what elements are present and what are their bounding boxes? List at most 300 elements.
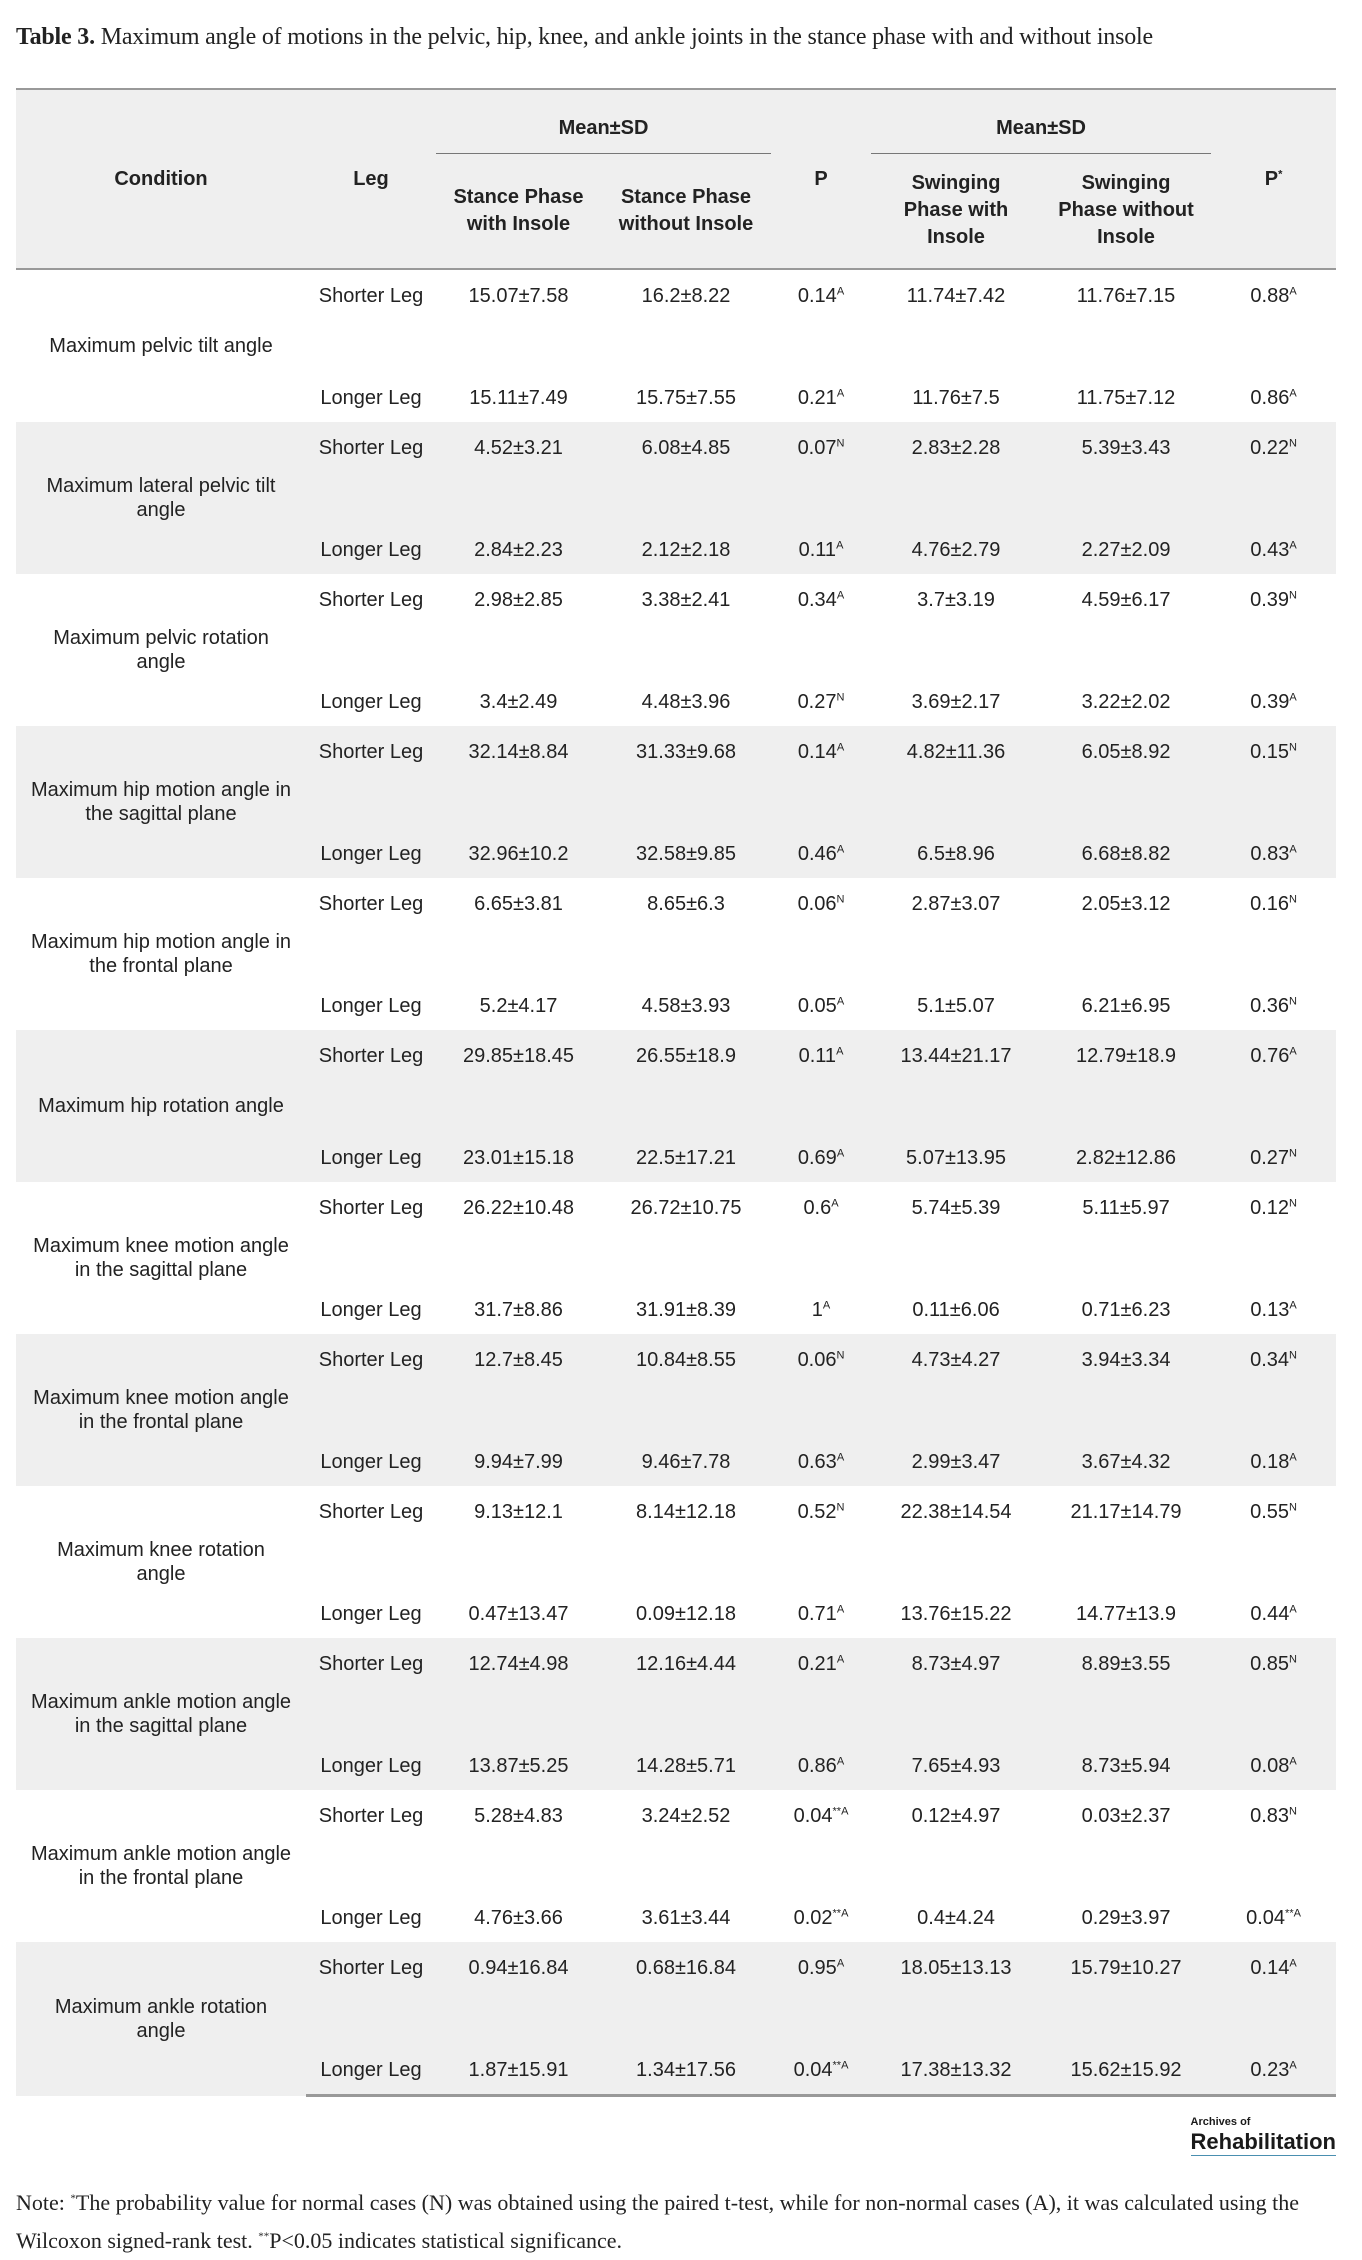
- swing-without-cell: [1041, 955, 1211, 1030]
- swing-with-cell-value: 0.11±6.06: [912, 1299, 1000, 1321]
- swing-without-cell-value: 8.73±5.94: [1081, 1755, 1171, 1777]
- p-cell-sup: N: [836, 437, 845, 450]
- stance-with-cell-value: 4.76±3.66: [474, 1907, 563, 1929]
- note-text2: P<0.05 indicates statistical significance.: [269, 2228, 622, 2253]
- swing-with-cell: [871, 1942, 1041, 2019]
- leg-cell-value: Shorter Leg: [318, 1501, 424, 1523]
- p-cell-sup: **A: [832, 1805, 849, 1818]
- p-cell: [771, 955, 871, 1030]
- header-p-star-label: P: [1264, 167, 1279, 190]
- swing-without-cell-value: 3.94±3.34: [1081, 1349, 1171, 1371]
- p-star-cell: [1211, 1790, 1336, 1867]
- stance-without-cell-value: 22.5±17.21: [636, 1147, 736, 1169]
- p-cell-value: 0.21: [797, 1653, 837, 1675]
- stance-with-cell-value: 23.01±15.18: [462, 1147, 575, 1169]
- stance-with-cell: [436, 1790, 601, 1867]
- condition-cell: [16, 1182, 306, 1334]
- p-star-cell: [1211, 1411, 1336, 1486]
- stance-without-cell: [601, 1867, 771, 1942]
- swing-without-cell-value: 2.82±12.86: [1076, 1147, 1176, 1169]
- p-star-cell-value: 0.44: [1250, 1603, 1290, 1625]
- p-cell-sup: A: [836, 995, 845, 1008]
- stance-without-cell-value: 6.08±4.85: [641, 437, 731, 459]
- p-star-cell-value: 0.13: [1250, 1299, 1290, 1321]
- leg-cell: [306, 1563, 436, 1638]
- header-leg: Leg: [306, 89, 436, 269]
- swing-with-cell: [871, 422, 1041, 499]
- stance-with-cell-value: 15.07±7.58: [468, 285, 569, 307]
- note-text1: The probability value for normal cases (N) was obtained using the paired t-test, while for non-normal cases (A), it was calculated using the Wilcoxon signed-rank test.: [16, 2190, 1299, 2253]
- stance-without-cell-value: 9.46±7.78: [641, 1451, 731, 1473]
- swing-without-cell: [1041, 651, 1211, 726]
- header-mean-sd-stance: Mean±SD: [436, 89, 771, 153]
- leg-cell: [306, 499, 436, 574]
- p-star-cell-value: 0.08: [1250, 1755, 1290, 1777]
- condition-cell: [16, 574, 306, 726]
- swing-without-cell: [1041, 1334, 1211, 1411]
- p-star-cell-value: 0.22: [1250, 437, 1290, 459]
- p-cell-value: 0.04: [793, 1805, 833, 1827]
- stance-with-cell: [436, 726, 601, 803]
- swing-with-cell: [871, 1867, 1041, 1942]
- stance-with-cell-value: 6.65±3.81: [474, 893, 563, 915]
- stance-with-cell: [436, 1715, 601, 1790]
- stance-with-cell: [436, 269, 601, 347]
- p-star-cell-sup: A: [1289, 1755, 1297, 1768]
- stance-with-cell-value: 13.87±5.25: [468, 1755, 569, 1777]
- logo-small-text: Archives of: [1190, 2116, 1251, 2128]
- swing-with-cell-value: 5.1±5.07: [917, 995, 995, 1017]
- p-cell-value: 1: [811, 1299, 823, 1321]
- swing-without-cell-value: 0.29±3.97: [1081, 1907, 1171, 1929]
- stance-without-cell-value: 1.34±17.56: [636, 2059, 736, 2081]
- stance-without-cell: [601, 1790, 771, 1867]
- p-star-cell: [1211, 422, 1336, 499]
- p-star-cell-value: 0.34: [1250, 1349, 1290, 1371]
- p-star-cell-value: 0.16: [1250, 893, 1290, 915]
- leg-cell-value: Longer Leg: [320, 691, 422, 713]
- p-star-cell-sup: N: [1289, 1349, 1297, 1362]
- stance-with-cell-value: 31.7±8.86: [474, 1299, 563, 1321]
- p-star-cell-sup: A: [1289, 1299, 1297, 1312]
- leg-cell-value: Longer Leg: [320, 843, 422, 865]
- p-star-cell-sup: A: [1289, 1957, 1297, 1970]
- condition-cell-value: Maximum knee motion angle in the frontal plane: [33, 1387, 289, 1433]
- p-star-cell-sup: A: [1289, 387, 1297, 400]
- swing-without-cell-value: 8.89±3.55: [1081, 1653, 1171, 1675]
- table-note: [16, 2184, 1336, 2260]
- p-star-cell: [1211, 1638, 1336, 1715]
- table-row: [16, 1486, 1336, 1563]
- p-star-cell-value: 0.39: [1250, 589, 1290, 611]
- swing-with-cell: [871, 269, 1041, 347]
- stance-without-cell: [601, 1942, 771, 2019]
- p-cell-sup: N: [836, 893, 845, 906]
- p-cell-sup: A: [836, 1653, 845, 1666]
- p-cell-sup: A: [836, 539, 844, 552]
- leg-cell: [306, 1030, 436, 1107]
- swing-with-cell-value: 17.38±13.32: [900, 2059, 1012, 2081]
- p-cell-sup: A: [836, 1755, 845, 1768]
- stance-with-cell-value: 3.4±2.49: [479, 691, 558, 713]
- stance-without-cell-value: 3.24±2.52: [641, 1805, 731, 1827]
- swing-with-cell-value: 8.73±4.97: [911, 1653, 1001, 1675]
- note-sup1: *: [70, 2192, 76, 2205]
- p-cell-sup: A: [836, 285, 845, 298]
- stance-without-cell-value: 3.38±2.41: [641, 589, 731, 611]
- leg-cell: [306, 1182, 436, 1259]
- p-star-cell-value: 0.39: [1250, 691, 1290, 713]
- stance-without-cell: [601, 1715, 771, 1790]
- header-p: P: [771, 89, 871, 269]
- leg-cell-value: Longer Leg: [320, 1907, 422, 1929]
- p-cell: [771, 1486, 871, 1563]
- p-star-cell-sup: A: [1289, 2059, 1297, 2072]
- p-star-cell-value: 0.55: [1250, 1501, 1290, 1523]
- header-condition: Condition: [16, 89, 306, 269]
- stance-with-cell: [436, 1411, 601, 1486]
- stance-with-cell: [436, 803, 601, 878]
- stance-with-cell: [436, 2019, 601, 2096]
- p-star-cell: [1211, 878, 1336, 955]
- p-cell-value: 0.11: [798, 1045, 837, 1067]
- stance-with-cell-value: 1.87±15.91: [468, 2059, 569, 2081]
- note-prefix: Note:: [16, 2190, 71, 2215]
- p-star-cell: [1211, 574, 1336, 651]
- p-star-cell-value: 0.88: [1250, 285, 1290, 307]
- p-cell: [771, 651, 871, 726]
- condition-cell-value: Maximum lateral pelvic tilt angle: [46, 475, 276, 521]
- stance-with-cell: [436, 1030, 601, 1107]
- stance-with-cell: [436, 878, 601, 955]
- p-cell-sup: A: [836, 1603, 845, 1616]
- condition-cell-value: Maximum hip motion angle in the frontal plane: [30, 931, 292, 977]
- swing-with-cell-value: 5.07±13.95: [906, 1147, 1006, 1169]
- p-cell: [771, 1107, 871, 1182]
- stance-without-cell: [601, 1182, 771, 1259]
- swing-without-cell-value: 15.62±15.92: [1070, 2059, 1182, 2081]
- swing-without-cell: [1041, 1790, 1211, 1867]
- leg-cell: [306, 1942, 436, 2019]
- swing-without-cell: [1041, 1107, 1211, 1182]
- swing-with-cell: [871, 1563, 1041, 1638]
- stance-without-cell-value: 26.72±10.75: [630, 1197, 742, 1219]
- p-star-cell-value: 0.12: [1250, 1197, 1290, 1219]
- swing-with-cell-value: 4.82±11.36: [906, 741, 1006, 763]
- swing-without-cell: [1041, 1259, 1211, 1334]
- stance-without-cell: [601, 1486, 771, 1563]
- header-stance-without: Stance Phase without Insole: [601, 153, 771, 269]
- swing-with-cell-value: 2.83±2.28: [911, 437, 1001, 459]
- swing-with-cell: [871, 955, 1041, 1030]
- swing-with-cell: [871, 499, 1041, 574]
- swing-with-cell-value: 0.12±4.97: [911, 1805, 1001, 1827]
- leg-cell: [306, 1867, 436, 1942]
- p-star-cell-value: 0.36: [1250, 995, 1290, 1017]
- condition-cell: [16, 1334, 306, 1486]
- p-star-cell-sup: A: [1289, 843, 1297, 856]
- stance-without-cell-value: 4.58±3.93: [641, 995, 731, 1017]
- p-star-cell: [1211, 1867, 1336, 1942]
- stance-without-cell: [601, 422, 771, 499]
- stance-without-cell-value: 15.75±7.55: [636, 387, 736, 409]
- journal-logo: [1191, 2115, 1336, 2156]
- p-star-cell: [1211, 1334, 1336, 1411]
- swing-without-cell-value: 3.67±4.32: [1081, 1451, 1171, 1473]
- stance-without-cell: [601, 726, 771, 803]
- leg-cell-value: Longer Leg: [320, 1299, 422, 1321]
- leg-cell: [306, 1790, 436, 1867]
- p-cell-value: 0.95: [797, 1957, 837, 1979]
- stance-with-cell: [436, 574, 601, 651]
- p-cell-value: 0.46: [797, 843, 837, 865]
- note-sup2: **: [258, 2230, 270, 2243]
- stance-with-cell-value: 12.7±8.45: [474, 1349, 563, 1371]
- stance-without-cell-value: 3.61±3.44: [641, 1907, 731, 1929]
- stance-without-cell: [601, 2019, 771, 2096]
- leg-cell-value: Shorter Leg: [318, 589, 424, 611]
- p-star-cell-sup: N: [1289, 893, 1297, 906]
- table-label: Table 3.: [16, 24, 95, 50]
- p-cell-sup: A: [836, 589, 845, 602]
- stance-with-cell-value: 32.96±10.2: [468, 843, 569, 865]
- leg-cell: [306, 1715, 436, 1790]
- p-star-cell-value: 0.18: [1250, 1451, 1290, 1473]
- table-body: [16, 269, 1336, 2096]
- swing-with-cell: [871, 1790, 1041, 1867]
- stance-with-cell: [436, 1182, 601, 1259]
- stance-without-cell: [601, 574, 771, 651]
- leg-cell-value: Shorter Leg: [318, 1957, 424, 1979]
- leg-cell: [306, 955, 436, 1030]
- p-star-cell: [1211, 269, 1336, 347]
- p-cell-value: 0.04: [793, 2059, 833, 2081]
- stance-with-cell: [436, 1638, 601, 1715]
- p-cell: [771, 347, 871, 422]
- p-cell-value: 0.71: [797, 1603, 837, 1625]
- p-star-cell-sup: N: [1289, 1805, 1297, 1818]
- stance-without-cell: [601, 1334, 771, 1411]
- p-cell: [771, 1867, 871, 1942]
- p-cell-value: 0.07: [797, 437, 837, 459]
- stance-with-cell: [436, 955, 601, 1030]
- table-row: [16, 1942, 1336, 2019]
- stance-with-cell-value: 5.28±4.83: [474, 1805, 563, 1827]
- leg-cell: [306, 803, 436, 878]
- leg-cell: [306, 1259, 436, 1334]
- swing-with-cell-value: 4.73±4.27: [911, 1349, 1001, 1371]
- logo-area: [16, 2115, 1346, 2156]
- p-star-cell-value: 0.04: [1246, 1907, 1286, 1929]
- stance-with-cell: [436, 651, 601, 726]
- swing-with-cell-value: 6.5±8.96: [917, 843, 995, 865]
- p-star-cell-sup: **A: [1285, 1907, 1301, 1920]
- swing-with-cell: [871, 651, 1041, 726]
- swing-without-cell: [1041, 574, 1211, 651]
- swing-without-cell-value: 0.71±6.23: [1081, 1299, 1171, 1321]
- stance-with-cell-value: 26.22±10.48: [462, 1197, 575, 1219]
- p-cell: [771, 499, 871, 574]
- swing-without-cell: [1041, 1867, 1211, 1942]
- p-cell-value: 0.69: [797, 1147, 837, 1169]
- swing-without-cell-value: 21.17±14.79: [1070, 1501, 1182, 1523]
- p-cell-sup: A: [822, 1299, 831, 1312]
- stance-with-cell: [436, 422, 601, 499]
- p-cell: [771, 269, 871, 347]
- stance-without-cell: [601, 1107, 771, 1182]
- leg-cell-value: Shorter Leg: [318, 1349, 424, 1371]
- swing-with-cell: [871, 2019, 1041, 2096]
- p-cell-sup: A: [831, 1197, 839, 1210]
- p-star-cell-value: 0.23: [1250, 2059, 1290, 2081]
- p-cell: [771, 574, 871, 651]
- p-cell: [771, 1942, 871, 2019]
- table-row: [16, 1030, 1336, 1107]
- stance-without-cell: [601, 955, 771, 1030]
- stance-without-cell: [601, 1411, 771, 1486]
- stance-with-cell: [436, 499, 601, 574]
- p-star-cell-sup: N: [1289, 437, 1297, 450]
- swing-with-cell: [871, 1030, 1041, 1107]
- p-star-cell: [1211, 1182, 1336, 1259]
- swing-without-cell-value: 11.76±7.15: [1076, 285, 1176, 307]
- stance-with-cell-value: 15.11±7.49: [469, 387, 568, 409]
- leg-cell-value: Longer Leg: [320, 2059, 422, 2081]
- p-cell-value: 0.06: [797, 893, 837, 915]
- swing-with-cell-value: 13.76±15.22: [900, 1603, 1012, 1625]
- p-star-cell: [1211, 1942, 1336, 2019]
- condition-cell-value: Maximum ankle motion angle in the frontal plane: [30, 1843, 292, 1889]
- p-star-cell: [1211, 347, 1336, 422]
- stance-without-cell: [601, 347, 771, 422]
- leg-cell-value: Shorter Leg: [318, 741, 424, 763]
- swing-without-cell: [1041, 1411, 1211, 1486]
- p-star-cell-sup: N: [1289, 1653, 1297, 1666]
- swing-without-cell-value: 5.39±3.43: [1081, 437, 1171, 459]
- p-star-cell-sup: A: [1289, 285, 1297, 298]
- swing-with-cell-value: 3.69±2.17: [911, 691, 1001, 713]
- stance-with-cell-value: 4.52±3.21: [474, 437, 563, 459]
- p-star-cell-value: 0.83: [1250, 843, 1290, 865]
- stance-without-cell-value: 12.16±4.44: [636, 1653, 736, 1675]
- p-cell-value: 0.11: [798, 539, 837, 561]
- p-star-cell-sup: N: [1289, 1147, 1297, 1160]
- stance-with-cell: [436, 1563, 601, 1638]
- swing-without-cell-value: 5.11±5.97: [1082, 1197, 1170, 1219]
- p-cell-value: 0.6: [803, 1197, 832, 1219]
- p-cell-sup: A: [836, 1451, 845, 1464]
- leg-cell-value: Shorter Leg: [318, 1653, 424, 1675]
- stance-without-cell: [601, 269, 771, 347]
- swing-with-cell-value: 0.4±4.24: [917, 1907, 995, 1929]
- p-cell-value: 0.14: [797, 741, 837, 763]
- p-cell-sup: N: [836, 691, 845, 704]
- stance-without-cell-value: 16.2±8.22: [641, 285, 731, 307]
- leg-cell: [306, 726, 436, 803]
- swing-without-cell: [1041, 269, 1211, 347]
- stance-with-cell: [436, 1334, 601, 1411]
- leg-cell-value: Longer Leg: [320, 387, 422, 409]
- swing-without-cell: [1041, 726, 1211, 803]
- leg-cell: [306, 651, 436, 726]
- leg-cell-value: Shorter Leg: [318, 437, 424, 459]
- p-cell-value: 0.14: [797, 285, 837, 307]
- stance-with-cell-value: 32.14±8.84: [468, 741, 569, 763]
- leg-cell: [306, 1411, 436, 1486]
- swing-with-cell-value: 2.87±3.07: [911, 893, 1001, 915]
- condition-cell: [16, 1638, 306, 1790]
- p-star-cell: [1211, 1259, 1336, 1334]
- results-table: [16, 88, 1336, 2097]
- swing-without-cell-value: 2.27±2.09: [1081, 539, 1171, 561]
- condition-cell-value: Maximum knee motion angle in the sagittal plane: [33, 1235, 289, 1281]
- table-row: [16, 422, 1336, 499]
- header-swing-without: Swinging Phase without Insole: [1041, 153, 1211, 269]
- stance-without-cell-value: 26.55±18.9: [636, 1045, 736, 1067]
- swing-with-cell-value: 3.7±3.19: [917, 589, 995, 611]
- swing-without-cell-value: 4.59±6.17: [1081, 589, 1171, 611]
- header-p-star-sup: *: [1278, 167, 1283, 180]
- stance-without-cell-value: 0.09±12.18: [636, 1603, 736, 1625]
- swing-without-cell: [1041, 1182, 1211, 1259]
- stance-with-cell: [436, 1486, 601, 1563]
- p-cell-value: 0.21: [797, 387, 837, 409]
- swing-without-cell: [1041, 499, 1211, 574]
- table-title: [16, 22, 1346, 52]
- leg-cell-value: Longer Leg: [320, 1147, 422, 1169]
- swing-with-cell: [871, 347, 1041, 422]
- condition-cell-value: Maximum knee rotation angle: [57, 1539, 265, 1585]
- p-star-cell: [1211, 651, 1336, 726]
- stance-without-cell-value: 31.91±8.39: [636, 1299, 736, 1321]
- stance-without-cell: [601, 1030, 771, 1107]
- p-cell: [771, 1790, 871, 1867]
- p-star-cell: [1211, 1030, 1336, 1107]
- p-cell-value: 0.63: [797, 1451, 837, 1473]
- stance-with-cell: [436, 347, 601, 422]
- condition-cell: [16, 1486, 306, 1638]
- stance-with-cell-value: 2.98±2.85: [474, 589, 563, 611]
- table-row: [16, 1334, 1336, 1411]
- p-star-cell: [1211, 1563, 1336, 1638]
- swing-with-cell: [871, 726, 1041, 803]
- table-row: [16, 269, 1336, 347]
- leg-cell-value: Longer Leg: [320, 995, 422, 1017]
- p-star-cell: [1211, 955, 1336, 1030]
- leg-cell-value: Longer Leg: [320, 539, 422, 561]
- stance-with-cell-value: 9.94±7.99: [474, 1451, 563, 1473]
- stance-with-cell-value: 2.84±2.23: [474, 539, 563, 561]
- swing-with-cell: [871, 1411, 1041, 1486]
- stance-without-cell: [601, 878, 771, 955]
- p-cell-value: 0.52: [797, 1501, 837, 1523]
- p-star-cell: [1211, 2019, 1336, 2096]
- condition-cell: [16, 1942, 306, 2096]
- swing-without-cell: [1041, 422, 1211, 499]
- p-star-cell-value: 0.76: [1250, 1045, 1290, 1067]
- condition-cell: [16, 1790, 306, 1942]
- leg-cell: [306, 347, 436, 422]
- p-cell-value: 0.05: [797, 995, 837, 1017]
- swing-with-cell-value: 7.65±4.93: [911, 1755, 1001, 1777]
- p-cell-sup: N: [836, 1501, 845, 1514]
- stance-with-cell-value: 29.85±18.45: [462, 1045, 575, 1067]
- header-mean-sd-swing: Mean±SD: [871, 89, 1211, 153]
- p-star-cell-sup: A: [1289, 1603, 1297, 1616]
- leg-cell: [306, 422, 436, 499]
- p-cell: [771, 1411, 871, 1486]
- p-cell: [771, 1563, 871, 1638]
